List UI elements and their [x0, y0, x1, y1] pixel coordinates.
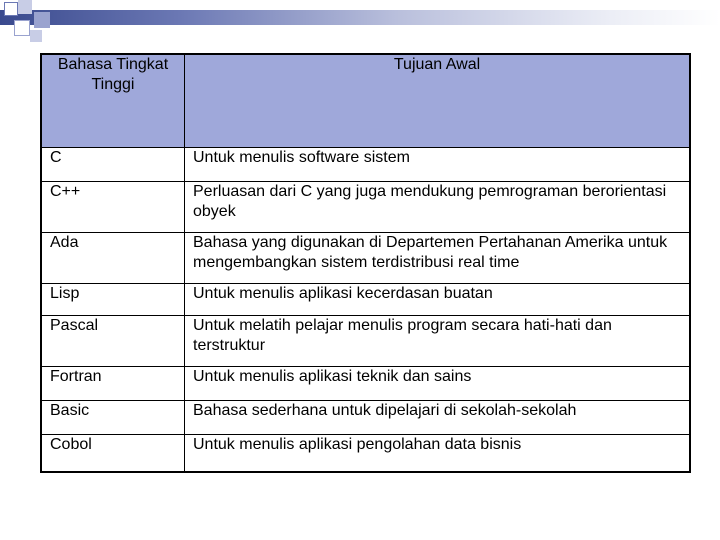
header-purpose: Tujuan Awal — [185, 54, 691, 148]
table-row — [41, 284, 690, 316]
table-row — [41, 233, 690, 284]
purpose-cell: Bahasa yang digunakan di Departemen Pertahanan Amerika untuk mengembangkan sistem terdistribusi real time — [185, 233, 691, 284]
language-cell: Lisp — [41, 284, 185, 316]
decorative-square — [14, 20, 30, 36]
purpose-cell: Untuk melatih pelajar menulis program secara hati-hati dan terstruktur — [185, 316, 691, 367]
decorative-square — [18, 0, 32, 14]
language-cell: Fortran — [41, 367, 185, 401]
table-row — [41, 435, 690, 473]
purpose-cell: Untuk menulis software sistem — [185, 148, 691, 182]
decorative-square — [34, 12, 50, 28]
language-cell: C — [41, 148, 185, 182]
title-band — [0, 10, 720, 25]
decorative-square — [4, 2, 18, 16]
table-row — [41, 401, 690, 435]
purpose-cell: Untuk menulis aplikasi teknik dan sains — [185, 367, 691, 401]
table-row — [41, 148, 690, 182]
decorative-square — [30, 30, 42, 42]
language-cell: Basic — [41, 401, 185, 435]
table-header-row — [41, 54, 690, 148]
language-cell: Pascal — [41, 316, 185, 367]
language-table — [40, 53, 691, 473]
purpose-cell: Bahasa sederhana untuk dipelajari di sekolah-sekolah — [185, 401, 691, 435]
purpose-cell: Perluasan dari C yang juga mendukung pemrograman berorientasi obyek — [185, 182, 691, 233]
language-cell: Cobol — [41, 435, 185, 473]
language-cell: C++ — [41, 182, 185, 233]
purpose-cell: Untuk menulis aplikasi pengolahan data bisnis — [185, 435, 691, 473]
table-row — [41, 182, 690, 233]
table-row — [41, 316, 690, 367]
purpose-cell: Untuk menulis aplikasi kecerdasan buatan — [185, 284, 691, 316]
table-row — [41, 367, 690, 401]
language-cell: Ada — [41, 233, 185, 284]
header-language: Bahasa Tingkat Tinggi — [41, 54, 185, 148]
